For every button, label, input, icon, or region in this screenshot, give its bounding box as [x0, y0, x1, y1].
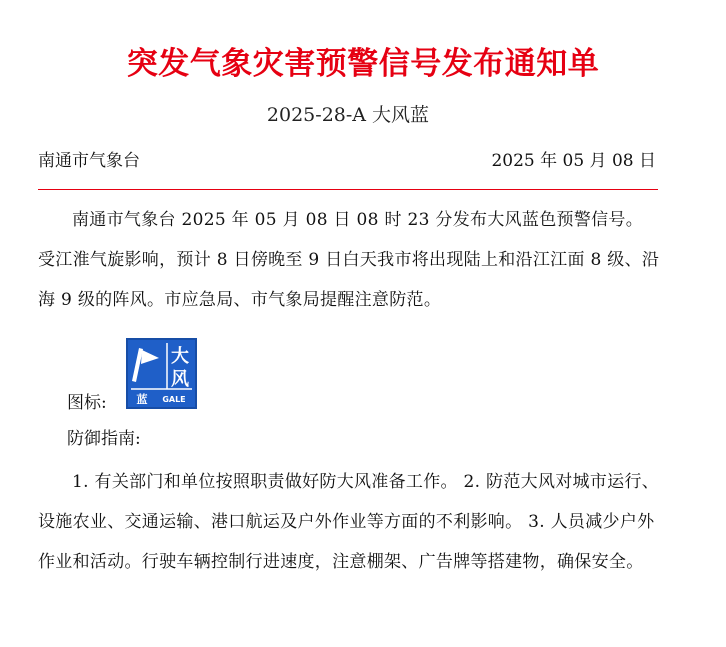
signal-char-bottom: 风	[171, 369, 189, 390]
notice-title: 突发气象灾害预警信号发布通知单	[126, 46, 600, 82]
icon-label: 图标:	[67, 393, 107, 413]
notice-paragraph: 南通市气象台 2025 年 05 月 08 日 08 时 23 分发布大风蓝色预警信号。受江淮气旋影响，预计 8 日傍晚至 9 日白天我市将出现陆上和沿江江面 8 级、沿海 9 级的阵风。市应急局、市气象局提醒注意防范。	[38, 210, 660, 310]
header-divider	[38, 189, 658, 190]
guide-paragraph: 1. 有关部门和单位按照职责做好防大风准备工作。 2. 防范大风对城市运行、设施农业、交通运输、港口航运及户外作业等方面的不利影响。 3. 人员减少户外作业和活动。行驶车辆控制行进速度，注意棚架、广告牌等搭建物，确保安全。	[38, 472, 660, 572]
guide-heading: 防御指南:	[67, 429, 141, 449]
issue-date: 2025 年 05 月 08 日	[491, 151, 656, 171]
signal-char-top: 大	[171, 346, 189, 367]
issuer-name: 南通市气象台	[38, 151, 140, 171]
gale-blue-warning-icon	[126, 338, 197, 409]
signal-english-label: GALE	[162, 395, 186, 404]
document-number: 2025-28-A 大风蓝	[266, 104, 430, 126]
signal-color-label: 蓝	[136, 393, 148, 406]
